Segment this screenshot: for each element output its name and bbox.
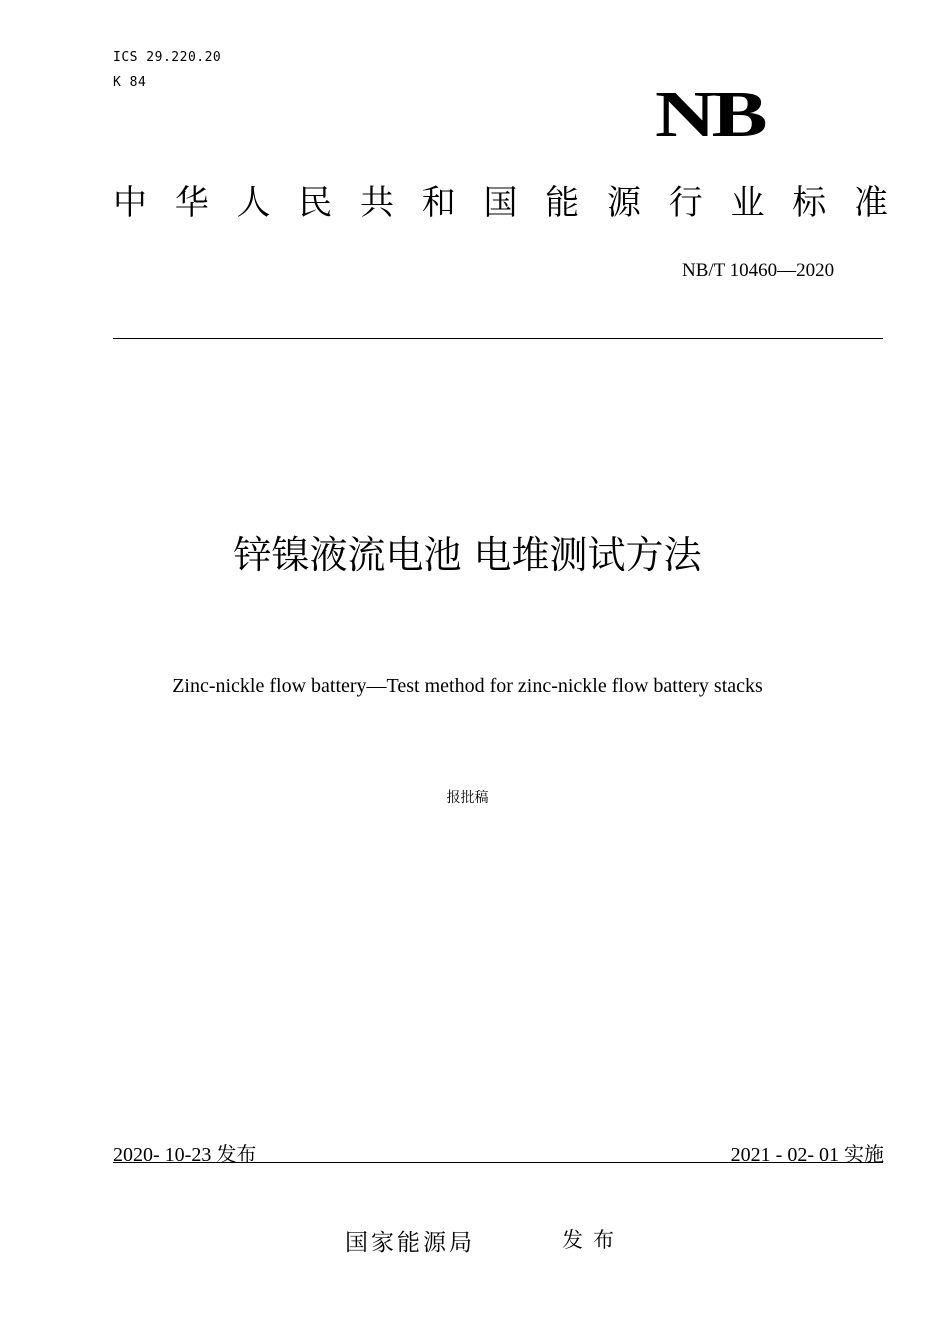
draft-status: 报批稿 [446, 790, 489, 806]
top-divider [113, 338, 883, 339]
title-char: 源 [607, 183, 641, 223]
title-char: 民 [298, 183, 333, 223]
ics-code: ICS 29.220.20 [113, 50, 222, 65]
standard-number: NB/T 10460—2020 [682, 260, 835, 281]
title-char: 业 [730, 183, 765, 223]
title-char: 人 [236, 183, 271, 223]
issue-word: 发布 [562, 1228, 624, 1252]
title-char: 能 [545, 183, 580, 223]
release-date: 2020- 10-23 发布 [113, 1144, 257, 1166]
document-title-cn: 锌镍液流电池 电堆测试方法 [233, 533, 702, 577]
document-title-en: Zinc-nickle flow battery—Test method for zinc-nickle flow battery stacks [172, 675, 763, 697]
nb-logo: NB [655, 78, 764, 151]
title-char: 标 [792, 183, 827, 223]
title-char: 华 [174, 183, 209, 223]
title-char: 准 [854, 183, 888, 223]
title-char: 共 [360, 183, 394, 223]
ccs-code: K 84 [113, 75, 147, 90]
title-char: 国 [483, 183, 518, 223]
title-char: 行 [668, 183, 703, 223]
standard-title [113, 183, 888, 223]
title-char: 和 [421, 183, 456, 223]
issuer-name: 国家能源局 [345, 1230, 475, 1256]
title-char: 中 [113, 183, 147, 223]
implement-date: 2021 - 02- 01 实施 [730, 1144, 884, 1166]
bottom-divider [113, 1162, 883, 1163]
